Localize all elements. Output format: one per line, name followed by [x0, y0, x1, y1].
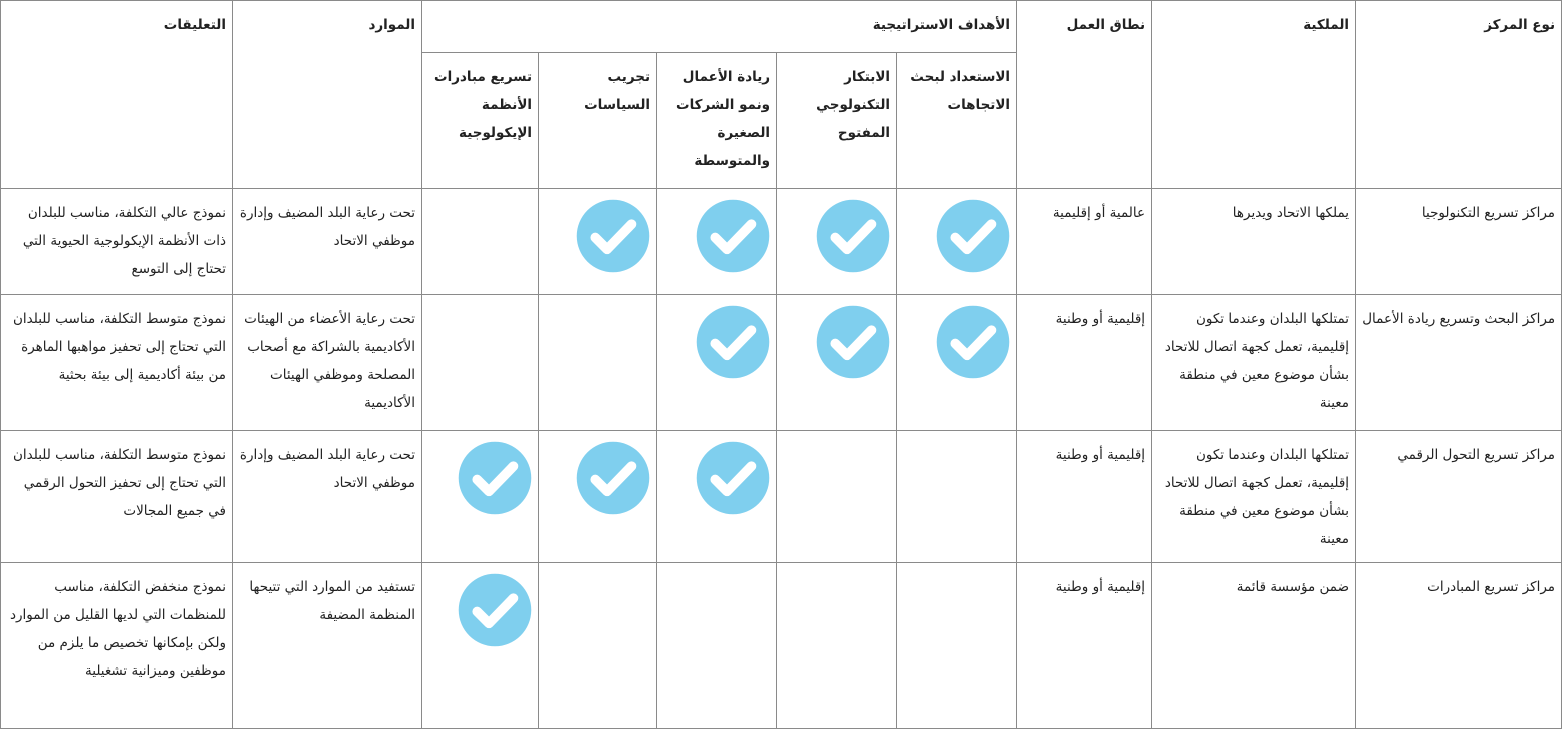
check-circle-icon: [696, 305, 770, 379]
resources-cell: تحت رعاية البلد المضيف وإدارة موظفي الاتحاد: [233, 431, 422, 563]
ownership-cell: تمتلكها البلدان وعندما تكون إقليمية، تعمل كجهة اتصال للاتحاد بشأن موضوع معين في منطقة معينة: [1152, 431, 1356, 563]
table-body: [1, 189, 1562, 729]
ownership-cell: تمتلكها البلدان وعندما تكون إقليمية، تعمل كجهة اتصال للاتحاد بشأن موضوع معين في منطقة معينة: [1152, 295, 1356, 431]
center-type-cell: مراكز تسريع التحول الرقمي: [1356, 431, 1562, 563]
goal-cell-2: [657, 295, 777, 431]
check-circle-icon: [458, 441, 532, 515]
check-circle-icon: [576, 441, 650, 515]
check-circle-icon: [696, 199, 770, 273]
check-circle-icon: [936, 199, 1010, 273]
goal-cell-0: [897, 431, 1017, 563]
scope-cell: إقليمية أو وطنية: [1017, 563, 1152, 729]
header-goal-entrepreneurship: ريادة الأعمال ونمو الشركات الصغيرة والمتوسطة: [657, 53, 777, 189]
header-comments: التعليقات: [1, 1, 233, 189]
goal-cell-3: [539, 295, 657, 431]
goal-cell-3: [539, 563, 657, 729]
check-circle-icon: [936, 305, 1010, 379]
goal-cell-4: [422, 295, 539, 431]
header-strategic-goals: الأهداف الاستراتيجية: [422, 1, 1017, 53]
goal-cell-3: [539, 189, 657, 295]
header-scope: نطاق العمل: [1017, 1, 1152, 189]
scope-cell: إقليمية أو وطنية: [1017, 295, 1152, 431]
goal-cell-0: [897, 295, 1017, 431]
comments-cell: نموذج متوسط التكلفة، مناسب للبلدان التي تحتاج إلى تحفيز التحول الرقمي في جميع المجالات: [1, 431, 233, 563]
resources-cell: تحت رعاية البلد المضيف وإدارة موظفي الاتحاد: [233, 189, 422, 295]
goal-cell-3: [539, 431, 657, 563]
table-row: [1, 563, 1562, 729]
comments-cell: نموذج متوسط التكلفة، مناسب للبلدان التي تحتاج إلى تحفيز مواهبها الماهرة من بيئة أكاديمية إلى بيئة بحثية: [1, 295, 233, 431]
check-circle-icon: [696, 441, 770, 515]
center-type-cell: مراكز تسريع المبادرات: [1356, 563, 1562, 729]
center-type-cell: مراكز البحث وتسريع ريادة الأعمال: [1356, 295, 1562, 431]
scope-cell: إقليمية أو وطنية: [1017, 431, 1152, 563]
goal-cell-2: [657, 431, 777, 563]
goal-cell-2: [657, 189, 777, 295]
header-goal-open-innovation: الابتكار التكنولوجي المفتوح: [777, 53, 897, 189]
goal-cell-0: [897, 563, 1017, 729]
scope-cell: عالمية أو إقليمية: [1017, 189, 1152, 295]
header-ownership: الملكية: [1152, 1, 1356, 189]
header-center-type: نوع المركز: [1356, 1, 1562, 189]
header-row-top: [1, 1, 1562, 53]
check-circle-icon: [458, 573, 532, 647]
goal-cell-1: [777, 431, 897, 563]
header-goal-ecosystem-acceleration: تسريع مبادرات الأنظمة الإيكولوجية: [422, 53, 539, 189]
goal-cell-1: [777, 189, 897, 295]
goal-cell-0: [897, 189, 1017, 295]
check-circle-icon: [576, 199, 650, 273]
resources-cell: تحت رعاية الأعضاء من الهيئات الأكاديمية بالشراكة مع أصحاب المصلحة وموظفي الهيئات الأكاديمية: [233, 295, 422, 431]
goal-cell-1: [777, 295, 897, 431]
header-resources: الموارد: [233, 1, 422, 189]
goal-cell-1: [777, 563, 897, 729]
header-goal-trend-research: الاستعداد لبحث الاتجاهات: [897, 53, 1017, 189]
goal-cell-2: [657, 563, 777, 729]
center-type-cell: مراكز تسريع التكنولوجيا: [1356, 189, 1562, 295]
table-row: [1, 189, 1562, 295]
goal-cell-4: [422, 189, 539, 295]
goal-cell-4: [422, 431, 539, 563]
resources-cell: تستفيد من الموارد التي تتيحها المنظمة المضيفة: [233, 563, 422, 729]
ownership-cell: يملكها الاتحاد ويديرها: [1152, 189, 1356, 295]
ownership-cell: ضمن مؤسسة قائمة: [1152, 563, 1356, 729]
goal-cell-4: [422, 563, 539, 729]
comments-cell: نموذج عالي التكلفة، مناسب للبلدان ذات الأنظمة الإيكولوجية الحيوية التي تحتاج إلى التوسع: [1, 189, 233, 295]
check-circle-icon: [816, 199, 890, 273]
table-row: [1, 431, 1562, 563]
table-row: [1, 295, 1562, 431]
comments-cell: نموذج منخفض التكلفة، مناسب للمنظمات التي لديها القليل من الموارد ولكن بإمكانها تخصيص ما يلزم من موظفين وميزانية تشغيلية: [1, 563, 233, 729]
header-goal-policy-testing: تجريب السياسات: [539, 53, 657, 189]
check-circle-icon: [816, 305, 890, 379]
